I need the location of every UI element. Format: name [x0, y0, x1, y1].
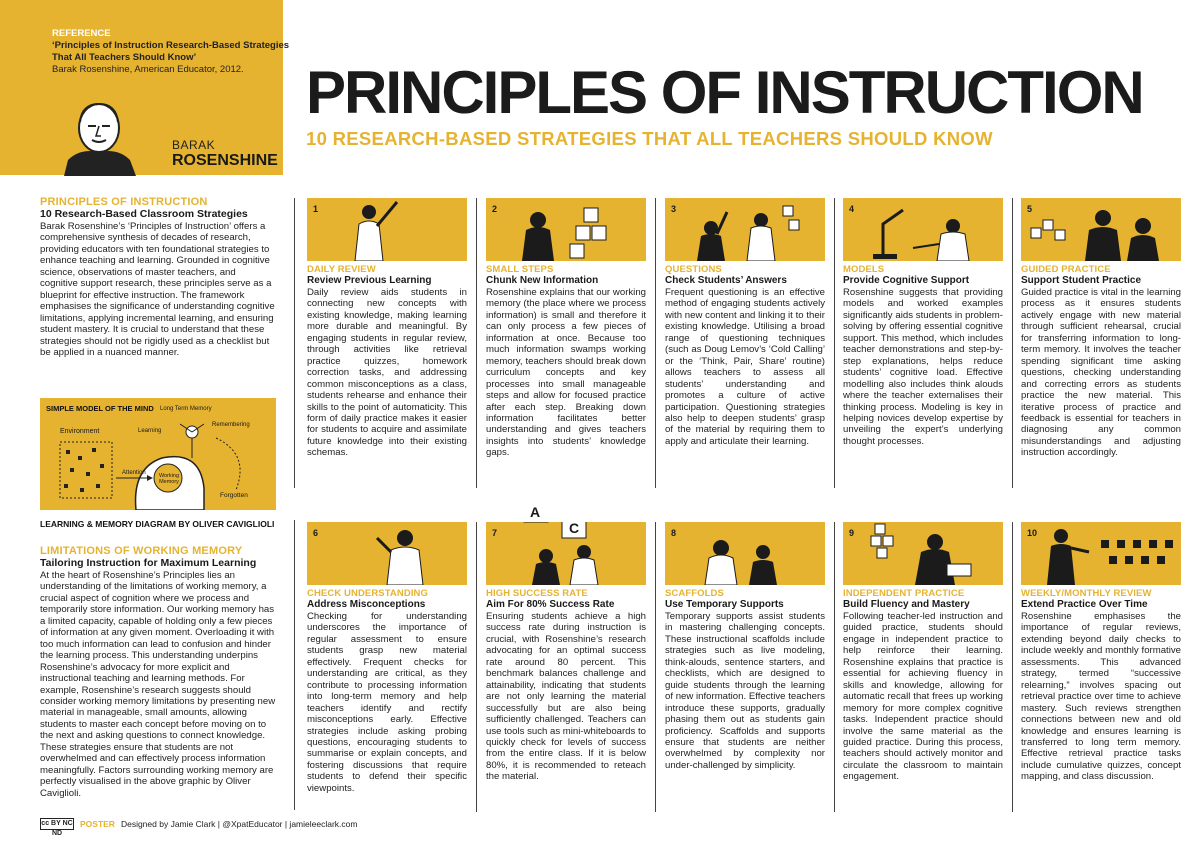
- principle-card-3: [665, 198, 825, 447]
- author-last: ROSENSHINE: [172, 152, 278, 169]
- principle-number: 10: [1027, 528, 1038, 538]
- principle-card-9: [843, 522, 1003, 783]
- principle-illustration: [843, 198, 1003, 261]
- principle-subheading: Address Misconceptions: [307, 599, 426, 610]
- principle-subheading: Extend Practice Over Time: [1021, 599, 1148, 610]
- divider: [1012, 522, 1013, 812]
- principle-subheading: Support Student Practice: [1021, 275, 1142, 286]
- label-attention: Attention: [122, 470, 146, 476]
- principle-heading: GUIDED PRACTICE: [1021, 264, 1111, 275]
- limitations-body: At the heart of Rosenshine’s Principles lies an understanding of the limitations of working memory, a crucial aspect of cognition where we process and temporarily store information. Our working memory has a limited capacity, capable of holding only a few pieces of information at any given moment. Overloading it with too much information can lead to confusion and hinder the learning process. This understanding underpins Rosenshine’s advocacy for more explicit and instructional teaching and learning methods. For example, Rosenshine’s research suggests should consider working memory limitations by presenting new material in manageable, small amounts, allowing students to master each concept before moving on to the next and asking questions to connect knowledge. These strategies ensure that students are not overwhelmed and can effectively process information meaningfully. Factors surrounding working memory are perfectly visualised in the above graphic by Oliver Caviglioli.: [40, 570, 276, 799]
- divider: [655, 522, 656, 812]
- label-environment: Environment: [60, 428, 100, 435]
- label-working-memory: Working Memory: [158, 473, 180, 485]
- principle-subheading: Build Fluency and Mastery: [843, 599, 970, 610]
- principle-body: Following teacher-led instruction and guided practice, students should engage in independent practice to help reinforce their learning. Rosenshine explains that practice is essential for achieving fluency in skills and knowledge, allowing for automatic recall that frees up working memory for more complex cognitive tasks. Independent practice should involve the same material as the guided practice. During this process, teachers should actively monitor and circulate the classroom to maintain engagement.: [843, 611, 1003, 783]
- reference-citation: Barak Rosenshine, American Educator, 2012.: [52, 64, 244, 75]
- principle-card-7: [486, 504, 646, 783]
- principle-illustration: [307, 522, 467, 585]
- mind-model-diagram: [40, 398, 276, 510]
- principle-body: Frequent questioning is an effective method of engaging students actively with new content and linking it to their existing knowledge. Utilising a broad range of questioning techniques (such as Doug Lemov’s ‘Cold Calling’ or the ‘Think, Pair, Share’ routine) allows teachers to assess all students’ understanding and promotes a culture of active participation. Questioning strategies also help to deepen students’ grasp of the material by requiring them to apply and articulate their learning.: [665, 287, 825, 447]
- principle-body: Rosenshine emphasises the importance of regular reviews, extending beyond daily checks to include weekly and monthly formative assessments. This advanced strategy, termed “successive relearning,” involves spacing out retrieval practice over time to achieve mastery. Such reviews strengthen connections between new and old knowledge and ensures learning is transferred to long term memory. Effective retrieval practice tasks include cumulative quizzes, concept mapping, and class discussion.: [1021, 611, 1181, 783]
- models-icon: [843, 198, 1003, 261]
- footer: [40, 818, 358, 837]
- label-remembering: Remembering: [212, 422, 250, 428]
- principle-heading: INDEPENDENT PRACTICE: [843, 588, 965, 599]
- principle-heading: MODELS: [843, 264, 885, 275]
- principle-number: 5: [1027, 204, 1033, 214]
- limitations-subheading: Tailoring Instruction for Maximum Learning: [40, 557, 257, 569]
- footer-label: POSTER: [80, 819, 115, 829]
- reference-title-2: That All Teachers Should Know’: [52, 52, 197, 63]
- principle-card-5: [1021, 198, 1181, 459]
- intro-heading: PRINCIPLES OF INSTRUCTION: [40, 196, 208, 208]
- principle-illustration: [665, 198, 825, 261]
- principle-heading: SMALL STEPS: [486, 264, 554, 275]
- principle-card-8: [665, 522, 825, 771]
- divider: [655, 198, 656, 488]
- principle-heading: DAILY REVIEW: [307, 264, 376, 275]
- author-first: BARAK: [172, 138, 216, 152]
- divider: [476, 522, 477, 812]
- divider: [476, 198, 477, 488]
- creative-commons-badge: cc BY NC ND: [41, 820, 73, 837]
- principle-card-4: [843, 198, 1003, 447]
- author-name: [172, 138, 278, 168]
- principle-number: 4: [849, 204, 855, 214]
- poster-subtitle: 10 RESEARCH-BASED STRATEGIES THAT ALL TEACHERS SHOULD KNOW: [306, 128, 993, 149]
- reference-title: ‘Principles of Instruction Research-Based Strategies: [52, 40, 290, 51]
- principle-illustration: [1021, 522, 1181, 585]
- mind-model-caption: LEARNING & MEMORY DIAGRAM BY OLIVER CAVIGLIOLI: [40, 519, 275, 529]
- footer-credit: Designed by Jamie Clark | @XpatEducator | jamieleeclark.com: [120, 819, 358, 829]
- divider: [834, 198, 835, 488]
- principle-body: Daily review aids students in connecting new concepts with existing knowledge, making learning more durable and meaningful. By engaging students in regular review, through activities like retrieval practice quizzes, homework correction tasks, and addressing common misconceptions as a class, students rehearse and enhance their skills to the point of automaticity. This form of daily practice makes it easier for students to acquire and assimilate future knowledge into their existing schemas.: [307, 287, 467, 459]
- principle-body: Checking for understanding underscores the importance of regular assessment to ensure students grasp new material effectively. Frequent checks for understanding are critical, as they contribute to processing information into long-term memory and help teachers identify and rectify misconceptions early. Effective strategies include asking probing questions, encouraging students to summarise or explain concepts, and fostering discussions that require students to defend their specific viewpoints.: [307, 611, 467, 794]
- principle-heading: CHECK UNDERSTANDING: [307, 588, 429, 599]
- whiteboard-card-a: A: [530, 504, 541, 520]
- principle-subheading: Check Students’ Answers: [665, 275, 787, 286]
- principle-heading: QUESTIONS: [665, 264, 722, 275]
- principle-body: Guided practice is vital in the learning process as it ensures students actively engage with new material through sufficient rehearsal, crucial for transferring information to long-term memory. It involves the teacher spending significant time asking questions, checking understanding and correcting errors as students practice the new material. This iterative process of practice and feedback is essential for teachers in diagnosing any common misunderstandings and adjusting instruction accordingly.: [1021, 287, 1181, 459]
- principle-card-1: [307, 198, 467, 459]
- principle-number: 2: [492, 204, 498, 214]
- principle-body: Ensuring students achieve a high success rate during instruction is crucial, with Rosenshine’s research advocating for an optimal success rate around 80 percent. This benchmark balances challenge and attainability, indicating that students are not only learning the material successfully but are also being sufficiently challenged. Teachers can use tools such as mini-whiteboards to quickly check for levels of success from the entire class. If it is below 80%, it is recommended to reteach the material.: [486, 611, 646, 783]
- principle-number: 1: [313, 204, 319, 214]
- principle-card-2: [486, 198, 646, 459]
- principle-card-6: [307, 522, 467, 794]
- daily-review-icon: [307, 198, 467, 261]
- principle-number: 7: [492, 528, 498, 538]
- questions-icon: [665, 198, 825, 261]
- principle-number: 3: [671, 204, 677, 214]
- principle-illustration: [1021, 198, 1181, 261]
- intro-body: Barak Rosenshine’s ‘Principles of Instruction’ offers a comprehensive synthesis of decades of research, providing educators with ten foundational strategies to enhance teaching and learning. Grounded in cognitive science, observations of master teachers, and cognitive support research, these principles serve as a blueprint for effective instruction. The framework emphasises the significance of understanding cognitive limitations, applying incremental learning, and ensuring student mastery. It is crucial to understand that these strategies should not be rigidly used as a checklist but be applied in a nuanced manner.: [40, 221, 275, 358]
- rosenshine-portrait: [44, 96, 154, 176]
- independent-practice-icon: [843, 522, 1003, 585]
- principle-number: 6: [313, 528, 319, 538]
- reference: [52, 28, 289, 76]
- principle-number: 9: [849, 528, 855, 538]
- label-learning: Learning: [138, 428, 162, 434]
- principle-body: Rosenshine suggests that providing models and worked examples significantly aids students in problem-solving by offering essential cognitive support. This method, which includes teacher demonstrations and step-by-step explanations, helps reduce students’ cognitive load. Effective modelling also includes think alouds where the teacher externalises their thinking process. Modeling is key in helping novices develop expertise by unveiling the expert’s underlying thought processes.: [843, 287, 1003, 447]
- intro-subheading: 10 Research-Based Classroom Strategies: [40, 208, 248, 220]
- high-success-rate-icon: [486, 522, 646, 585]
- check-understanding-icon: [307, 522, 467, 585]
- divider: [1012, 198, 1013, 488]
- divider: [834, 522, 835, 812]
- principle-body: Rosenshine explains that our working memory (the place where we process information) is small and therefore it can only process a few pieces of information at once. Because too much information swamps working memory, teachers should break down curriculum concepts and key processes into small manageable steps and allow for focused practice after each step. Breaking down information facilitates better understanding and gives teachers insights into students’ knowledge gaps.: [486, 287, 646, 459]
- principle-illustration: [665, 522, 825, 585]
- poster-title: PRINCIPLES OF INSTRUCTION: [306, 59, 1143, 126]
- scaffolds-icon: [665, 522, 825, 585]
- principle-subheading: Aim For 80% Success Rate: [486, 599, 615, 610]
- principle-illustration: [486, 504, 646, 585]
- principle-subheading: Chunk New Information: [486, 275, 599, 286]
- principle-heading: HIGH SUCCESS RATE: [486, 588, 588, 599]
- principle-heading: WEEKLY/MONTHLY REVIEW: [1021, 588, 1152, 599]
- principle-illustration: [843, 522, 1003, 585]
- principle-body: Temporary supports assist students in mastering challenging concepts. These instructional scaffolds include strategies such as live modeling, think-alouds, sentence starters, and checklists, which are designed to guide students through the learning of new information. Effective teachers introduce these supports, gradually phasing them out as students gain proficiency. Scaffolds and supports ensure that students are neither overwhelmed by complexity nor under-challenged by simplicity.: [665, 611, 825, 771]
- principle-number: 8: [671, 528, 677, 538]
- divider: [294, 198, 295, 488]
- reference-label: REFERENCE: [52, 28, 111, 39]
- principle-card-10: [1021, 522, 1181, 783]
- intro-section: [40, 196, 276, 358]
- whiteboard-card-c: C: [569, 520, 580, 536]
- principle-subheading: Provide Cognitive Support: [843, 275, 970, 286]
- divider: [294, 520, 295, 810]
- label-long-term-memory: Long Term Memory: [160, 406, 212, 412]
- principle-subheading: Review Previous Learning: [307, 275, 432, 286]
- limitations-heading: LIMITATIONS OF WORKING MEMORY: [40, 545, 243, 557]
- guided-practice-icon: [1021, 198, 1181, 261]
- mind-model-heading: SIMPLE MODEL OF THE MIND: [46, 404, 154, 413]
- principle-subheading: Use Temporary Supports: [665, 599, 784, 610]
- weekly-monthly-review-icon: [1021, 522, 1181, 585]
- small-steps-icon: [486, 198, 646, 261]
- principle-illustration: [486, 198, 646, 261]
- principle-illustration: [307, 198, 467, 261]
- principle-heading: SCAFFOLDS: [665, 588, 724, 599]
- label-forgotten: Forgotten: [220, 492, 248, 499]
- limitations-section: [40, 545, 276, 799]
